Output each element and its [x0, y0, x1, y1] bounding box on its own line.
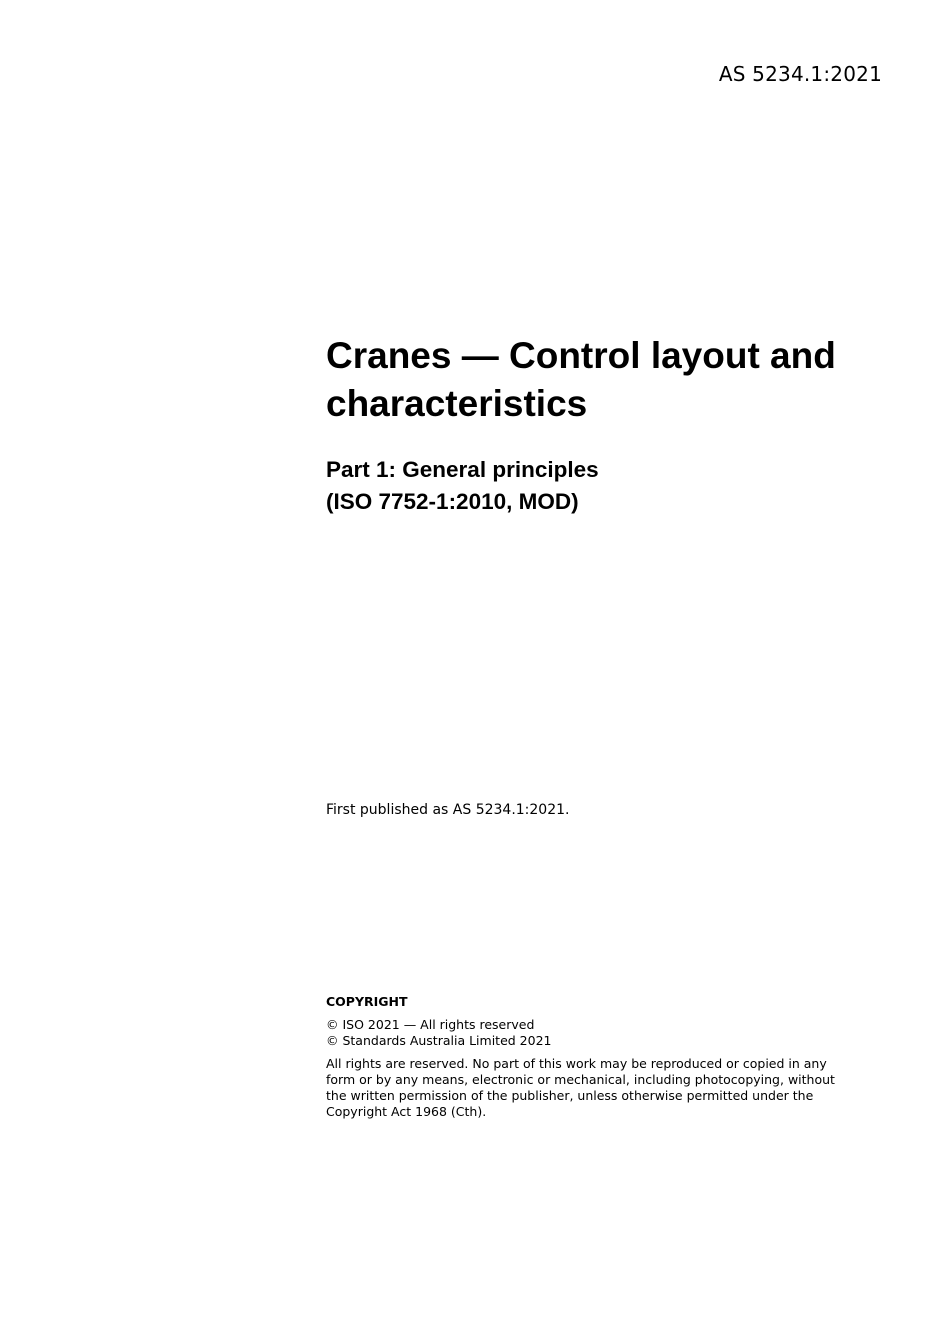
copyright-heading: COPYRIGHT — [326, 994, 408, 1009]
rights-notice: All rights are reserved. No part of this work may be reproduced or copied in any form or by any means, electronic or mechanical, including photocopying, without the written permission of the publisher, unless otherwise permitted under the Copyright Act 1968 (Cth). — [326, 1056, 835, 1119]
part-title: Part 1: General principles — [326, 457, 599, 482]
document-subtitle — [326, 454, 866, 518]
adoption-reference: (ISO 7752-1:2010, MOD) — [326, 489, 579, 514]
first-published-statement: First published as AS 5234.1:2021. — [326, 802, 570, 818]
copyright-block — [326, 994, 851, 1120]
sa-copyright-line: © Standards Australia Limited 2021 — [326, 1033, 552, 1048]
document-number: AS 5234.1:2021 — [718, 62, 882, 86]
document-title: Cranes — Control layout and characteristics — [326, 335, 836, 424]
iso-copyright-line: © ISO 2021 — All rights reserved — [326, 1017, 535, 1032]
